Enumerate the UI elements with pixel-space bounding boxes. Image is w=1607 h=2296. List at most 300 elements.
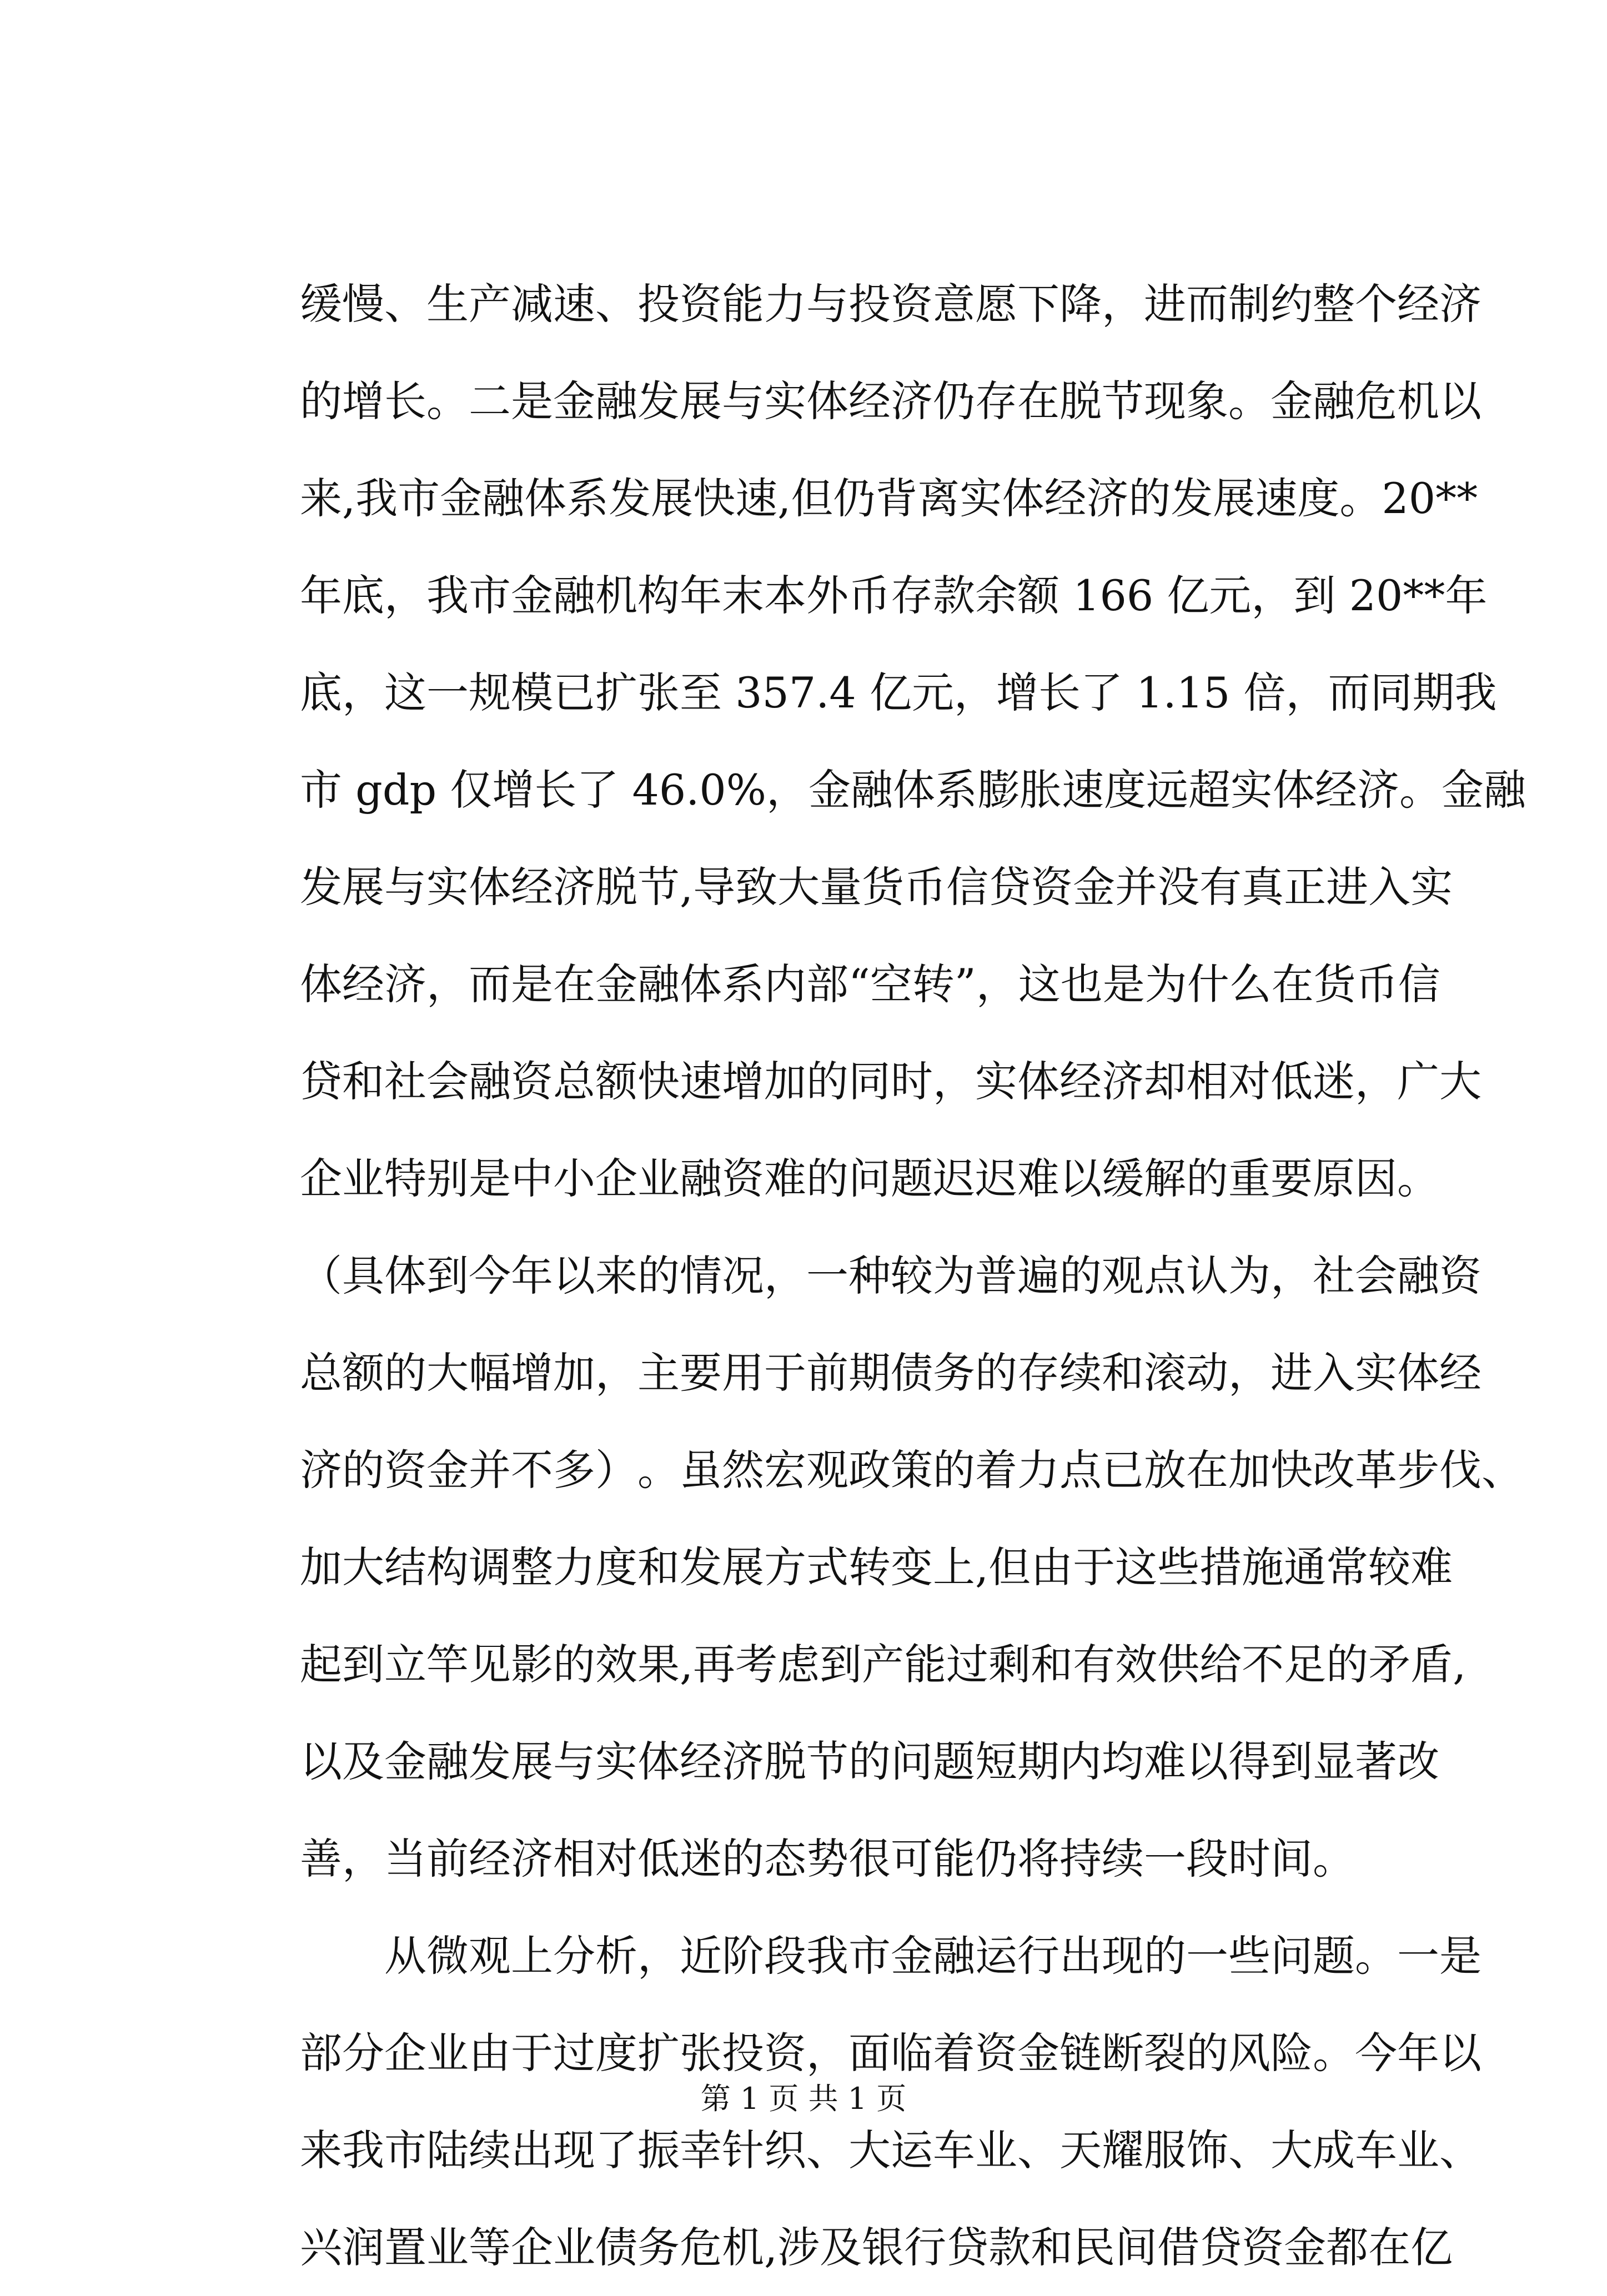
glyph: 到 <box>1293 571 1336 620</box>
glyph: 在 <box>1186 1445 1228 1495</box>
glyph: 实 <box>975 1057 1017 1106</box>
glyph: 和 <box>1102 1348 1144 1398</box>
glyph: 企 <box>384 2028 426 2078</box>
glyph: 为 <box>1228 1251 1270 1300</box>
glyph: 显 <box>1313 1737 1355 1786</box>
glyph: 出 <box>1059 1931 1102 1981</box>
glyph: 、 <box>1228 2126 1270 2175</box>
glyph: 多 <box>553 1445 595 1495</box>
glyph: 却 <box>1144 1057 1186 1106</box>
glyph: 经 <box>1059 1057 1102 1106</box>
glyph: 业 <box>1397 2126 1439 2175</box>
glyph: 经 <box>1044 474 1087 523</box>
glyph: 底 <box>300 668 342 717</box>
glyph: 的 <box>342 1445 384 1495</box>
glyph: 系 <box>935 765 977 815</box>
glyph: 临 <box>891 2028 933 2078</box>
glyph: 在 <box>553 959 595 1009</box>
glyph: 裂 <box>1144 2028 1186 2078</box>
glyph: 于 <box>511 2028 553 2078</box>
glyph: 济 <box>384 959 426 1009</box>
glyph: 滚 <box>1144 1348 1186 1398</box>
glyph: 业 <box>553 2223 595 2272</box>
glyph: 。 <box>1313 2028 1355 2078</box>
glyph: 宏 <box>764 1445 806 1495</box>
glyph: 润 <box>342 2223 384 2272</box>
glyph: 年 <box>1397 2028 1439 2078</box>
glyph: 速 <box>553 279 595 329</box>
glyph <box>436 741 450 838</box>
glyph: 体 <box>1397 1348 1439 1398</box>
glyph: 题 <box>1313 1931 1355 1981</box>
glyph: 济 <box>300 1445 342 1495</box>
glyph: 入 <box>1368 862 1411 912</box>
glyph: 信 <box>946 862 989 912</box>
glyph: 济 <box>722 1737 764 1786</box>
glyph: 是 <box>1439 1931 1482 1981</box>
glyph: 和 <box>342 1057 384 1106</box>
glyph: 意 <box>933 279 975 329</box>
glyph: 具 <box>342 1251 384 1300</box>
glyph: 增 <box>996 668 1038 717</box>
glyph: 金 <box>1073 862 1116 912</box>
glyph: 较 <box>1368 1543 1411 1592</box>
glyph: 以 <box>1186 1737 1228 1786</box>
glyph: 展 <box>511 1737 553 1786</box>
glyph: 兴 <box>300 2223 342 2272</box>
glyph: 这 <box>1115 1543 1158 1592</box>
text-line <box>300 1227 1482 1324</box>
text-line <box>300 353 1482 450</box>
glyph: 导 <box>693 862 736 912</box>
glyph: 0 <box>1408 474 1436 523</box>
glyph: 幅 <box>469 1348 511 1398</box>
glyph: 我 <box>342 2126 384 2175</box>
glyph: 伐 <box>1439 1445 1482 1495</box>
glyph: 体 <box>1272 765 1315 815</box>
glyph: 加 <box>764 1057 806 1106</box>
glyph: 虑 <box>777 1640 820 1689</box>
glyph: 用 <box>722 1348 764 1398</box>
glyph: 张 <box>680 2028 722 2078</box>
glyph: 特 <box>384 1154 426 1203</box>
glyph: 再 <box>693 1640 736 1689</box>
glyph: 增 <box>511 1348 553 1398</box>
glyph: 通 <box>1284 1543 1327 1592</box>
glyph: 问 <box>1270 1931 1313 1981</box>
glyph: 没 <box>1157 862 1200 912</box>
glyph: 上 <box>933 1543 975 1592</box>
glyph: 况 <box>722 1251 764 1300</box>
glyph: 债 <box>891 1348 933 1398</box>
glyph: 耀 <box>1102 2126 1144 2175</box>
glyph: 脱 <box>595 862 637 912</box>
glyph: 这 <box>1018 959 1061 1009</box>
glyph: 等 <box>469 2223 511 2272</box>
glyph: 迟 <box>975 1154 1017 1203</box>
glyph: 金 <box>553 376 595 426</box>
glyph: 动 <box>1186 1348 1228 1398</box>
glyph: 施 <box>1242 1543 1284 1592</box>
glyph <box>1230 644 1243 741</box>
glyph: ） <box>595 1445 637 1495</box>
glyph: 金 <box>1017 2028 1059 2078</box>
glyph: 市 <box>398 474 440 523</box>
glyph: 政 <box>848 1445 891 1495</box>
glyph: ， <box>806 2028 848 2078</box>
glyph: 资 <box>1242 2223 1284 2272</box>
glyph: * <box>1457 474 1478 523</box>
glyph: , <box>777 474 791 523</box>
glyph: 剩 <box>988 1640 1031 1689</box>
glyph: 虽 <box>680 1445 722 1495</box>
glyph: 6 <box>1099 571 1127 620</box>
glyph: 中 <box>511 1154 553 1203</box>
text-line <box>300 1421 1524 1519</box>
glyph: ， <box>976 959 1018 1009</box>
glyph: 是 <box>511 959 553 1009</box>
glyph: 针 <box>722 2126 764 2175</box>
glyph: （ <box>300 1251 342 1300</box>
glyph: 融 <box>933 1931 975 1981</box>
glyph: 难 <box>1144 1737 1186 1786</box>
glyph: 车 <box>933 2126 975 2175</box>
glyph: 由 <box>1031 1543 1073 1592</box>
glyph: 迟 <box>933 1154 975 1203</box>
glyph: 展 <box>722 1543 764 1592</box>
glyph: 4 <box>829 668 856 717</box>
glyph: 5 <box>1203 668 1231 717</box>
glyph: 倍 <box>1243 668 1286 717</box>
glyph: 经 <box>511 862 553 912</box>
glyph: 缓 <box>1102 1154 1144 1203</box>
glyph: 。 <box>1228 376 1270 426</box>
glyph: 行 <box>1017 1931 1059 1981</box>
glyph: 均 <box>1102 1737 1144 1786</box>
glyph: 的 <box>806 1057 848 1106</box>
glyph: ” <box>954 959 976 1009</box>
glyph: 融 <box>426 1737 469 1786</box>
glyph: 从 <box>384 1931 426 1981</box>
glyph: 业 <box>426 2223 469 2272</box>
text-line <box>300 838 1453 936</box>
glyph: 真 <box>1242 862 1284 912</box>
glyph: 改 <box>1313 1445 1355 1495</box>
glyph: 期 <box>1017 1737 1059 1786</box>
glyph: 的 <box>1326 1640 1369 1689</box>
glyph: 加 <box>300 1543 342 1592</box>
glyph: 体 <box>680 959 722 1009</box>
glyph: 仅 <box>450 765 493 815</box>
glyph: 是 <box>469 1154 511 1203</box>
glyph: 已 <box>553 668 595 717</box>
glyph: 影 <box>511 1640 553 1689</box>
glyph: 普 <box>975 1251 1017 1300</box>
glyph: 额 <box>1017 571 1059 620</box>
glyph: 融 <box>637 959 680 1009</box>
glyph: 资 <box>764 2028 806 2078</box>
glyph: ， <box>637 1931 680 1981</box>
glyph: 竿 <box>426 1640 469 1689</box>
glyph: 体 <box>524 474 567 523</box>
glyph: 常 <box>1326 1543 1369 1592</box>
text-line <box>300 255 1482 353</box>
glyph <box>722 644 735 741</box>
glyph: 是 <box>1102 959 1145 1009</box>
glyph: 难 <box>764 1154 806 1203</box>
glyph: 在 <box>1017 376 1059 426</box>
glyph: 余 <box>975 571 1017 620</box>
glyph: ， <box>764 1251 806 1300</box>
glyph: 与 <box>553 1737 595 1786</box>
glyph: ， <box>426 959 469 1009</box>
glyph: 以 <box>1439 376 1482 426</box>
glyph: 问 <box>848 1154 891 1203</box>
glyph: 务 <box>637 2223 680 2272</box>
glyph: 金 <box>511 571 553 620</box>
glyph: 产 <box>469 279 511 329</box>
glyph: 都 <box>1326 2223 1369 2272</box>
glyph: 3 <box>735 668 762 717</box>
glyph: 来 <box>595 1251 637 1300</box>
glyph: 而 <box>1186 279 1228 329</box>
glyph <box>1153 547 1167 644</box>
glyph: 总 <box>300 1348 342 1398</box>
glyph: . <box>1163 668 1177 717</box>
text-line <box>300 1713 1439 1810</box>
glyph: 二 <box>469 376 511 426</box>
glyph: 资 <box>891 279 933 329</box>
glyph: 了 <box>595 2126 637 2175</box>
glyph: 迷 <box>1313 1057 1355 1106</box>
glyph: 发 <box>469 1737 511 1786</box>
glyph: 融 <box>469 1057 511 1106</box>
glyph: 、 <box>1439 2126 1482 2175</box>
glyph: 发 <box>300 862 342 912</box>
glyph: 解 <box>1144 1154 1186 1203</box>
glyph: 阶 <box>722 1931 764 1981</box>
text-line <box>300 936 1440 1033</box>
glyph: 及 <box>342 1737 384 1786</box>
glyph: 展 <box>342 862 384 912</box>
glyph: ， <box>1251 571 1294 620</box>
glyph: 模 <box>511 668 553 717</box>
glyph: 机 <box>595 571 637 620</box>
glyph: 实 <box>1355 1348 1397 1398</box>
glyph: 实 <box>595 1737 637 1786</box>
glyph: 但 <box>791 474 833 523</box>
glyph: 实 <box>764 376 806 426</box>
glyph: 济 <box>1102 1057 1144 1106</box>
glyph: 脱 <box>764 1737 806 1786</box>
glyph: 款 <box>988 2223 1031 2272</box>
glyph: 业 <box>975 2126 1017 2175</box>
glyph: 但 <box>988 1543 1031 1592</box>
glyph: 而 <box>1328 668 1370 717</box>
glyph: ， <box>766 765 808 815</box>
glyph: 量 <box>820 862 862 912</box>
glyph: 缓 <box>300 279 342 329</box>
glyph: 转 <box>848 1543 891 1592</box>
glyph: 什 <box>1187 959 1229 1009</box>
glyph: 金 <box>426 1445 469 1495</box>
glyph: 风 <box>1228 2028 1270 2078</box>
glyph: 到 <box>342 1640 384 1689</box>
glyph: 整 <box>511 1543 553 1592</box>
glyph: p <box>409 765 437 815</box>
glyph: 外 <box>806 571 848 620</box>
text-line <box>300 450 1478 547</box>
glyph: 张 <box>637 668 680 717</box>
glyph: 点 <box>1144 1251 1186 1300</box>
glyph: 了 <box>1080 668 1123 717</box>
glyph: 济 <box>1439 279 1482 329</box>
glyph: ， <box>953 668 996 717</box>
glyph: 增 <box>722 1057 764 1106</box>
glyph: 低 <box>1270 1057 1313 1106</box>
glyph: 遍 <box>1017 1251 1059 1300</box>
glyph: 不 <box>1242 1640 1284 1689</box>
glyph: 与 <box>722 376 764 426</box>
glyph: 体 <box>892 765 935 815</box>
glyph: 入 <box>1313 1348 1355 1398</box>
glyph: 难 <box>1017 1154 1059 1203</box>
glyph: , <box>764 2223 778 2272</box>
glyph: 措 <box>1199 1543 1242 1592</box>
glyph: 发 <box>609 474 651 523</box>
glyph: 整 <box>1313 279 1355 329</box>
glyph: 金 <box>891 1931 933 1981</box>
glyph: 微 <box>426 1931 469 1981</box>
paragraph-first-line <box>300 1907 1482 2004</box>
glyph: 大 <box>1270 2126 1313 2175</box>
glyph: 企 <box>595 1154 637 1203</box>
glyph: 过 <box>946 1640 989 1689</box>
glyph: 幸 <box>680 2126 722 2175</box>
glyph: 展 <box>680 376 722 426</box>
glyph <box>1123 644 1136 741</box>
glyph: 转 <box>912 959 955 1009</box>
glyph: 分 <box>553 1931 595 1981</box>
glyph: 认 <box>1186 1251 1228 1300</box>
glyph: 断 <box>1102 2028 1144 2078</box>
glyph: 链 <box>1059 2028 1102 2078</box>
glyph: ， <box>1355 1057 1397 1106</box>
glyph: 为 <box>933 1251 975 1300</box>
glyph: 额 <box>595 1057 637 1106</box>
glyph: 供 <box>1157 1640 1200 1689</box>
glyph: 么 <box>1229 959 1272 1009</box>
glyph: 、 <box>384 279 426 329</box>
glyph: 社 <box>1313 1251 1355 1300</box>
glyph: 种 <box>848 1251 891 1300</box>
glyph: 调 <box>469 1543 511 1592</box>
glyph: 我 <box>426 571 469 620</box>
glyph: 年 <box>300 571 342 620</box>
glyph: 车 <box>1355 2126 1397 2175</box>
glyph: 金 <box>384 1737 426 1786</box>
glyph: 期 <box>848 1348 891 1398</box>
glyph: 大 <box>848 2126 891 2175</box>
glyph: 进 <box>1144 279 1186 329</box>
glyph: 底 <box>342 571 384 620</box>
glyph: 实 <box>960 474 1002 523</box>
glyph: 方 <box>764 1543 806 1592</box>
glyph: 系 <box>566 474 609 523</box>
glyph: 是 <box>511 376 553 426</box>
glyph: 、 <box>1017 2126 1059 2175</box>
glyph: 。 <box>1355 1931 1397 1981</box>
glyph: 减 <box>511 279 553 329</box>
glyph: 前 <box>806 1348 848 1398</box>
glyph: 融 <box>850 765 893 815</box>
glyph: 货 <box>862 862 905 912</box>
glyph: 超 <box>1188 765 1231 815</box>
glyph: 发 <box>680 1543 722 1592</box>
glyph <box>1059 547 1073 644</box>
glyph: g <box>355 765 383 815</box>
glyph: 考 <box>735 1640 778 1689</box>
glyph: 期 <box>1412 668 1455 717</box>
glyph: 我 <box>355 474 398 523</box>
glyph: 的 <box>1144 1931 1186 1981</box>
glyph: 企 <box>511 2223 553 2272</box>
glyph: 经 <box>1439 1348 1482 1398</box>
glyph: 时 <box>891 1057 933 1106</box>
glyph: 本 <box>764 571 806 620</box>
glyph: 以 <box>300 1737 342 1786</box>
glyph: 民 <box>1073 2223 1116 2272</box>
glyph: 部 <box>300 2028 342 2078</box>
glyph: 对 <box>1228 1057 1270 1106</box>
glyph: 0 <box>1375 571 1403 620</box>
glyph: 投 <box>637 279 680 329</box>
body-text <box>300 255 1526 2296</box>
glyph: 融 <box>553 571 595 620</box>
glyph: 构 <box>426 1543 469 1592</box>
glyph: 体 <box>637 1737 680 1786</box>
glyph: 务 <box>933 1348 975 1398</box>
glyph: 要 <box>680 1348 722 1398</box>
glyph: 观 <box>806 1445 848 1495</box>
glyph: 来 <box>300 474 342 523</box>
glyph: d <box>382 765 410 815</box>
glyph: 币 <box>1355 959 1398 1009</box>
glyph: 题 <box>891 1154 933 1203</box>
glyph: 0 <box>699 765 726 815</box>
glyph: 然 <box>722 1445 764 1495</box>
glyph: 贷 <box>300 1057 342 1106</box>
glyph: 体 <box>300 959 342 1009</box>
glyph: 变 <box>891 1543 933 1592</box>
glyph: 有 <box>1199 862 1242 912</box>
glyph: 背 <box>875 474 918 523</box>
glyph: 节 <box>1102 376 1144 426</box>
glyph: 、 <box>1482 1445 1524 1495</box>
glyph <box>342 741 355 838</box>
glyph: 间 <box>1115 2223 1158 2272</box>
glyph: 。 <box>1339 474 1382 523</box>
glyph: 过 <box>553 2028 595 2078</box>
glyph: 金 <box>595 959 637 1009</box>
glyph: ， <box>933 1057 975 1106</box>
glyph: 度 <box>595 2028 637 2078</box>
glyph: 与 <box>806 279 848 329</box>
glyph: 银 <box>862 2223 905 2272</box>
glyph: 。 <box>637 1445 680 1495</box>
glyph: 到 <box>426 1251 469 1300</box>
glyph: 加 <box>1228 1445 1270 1495</box>
